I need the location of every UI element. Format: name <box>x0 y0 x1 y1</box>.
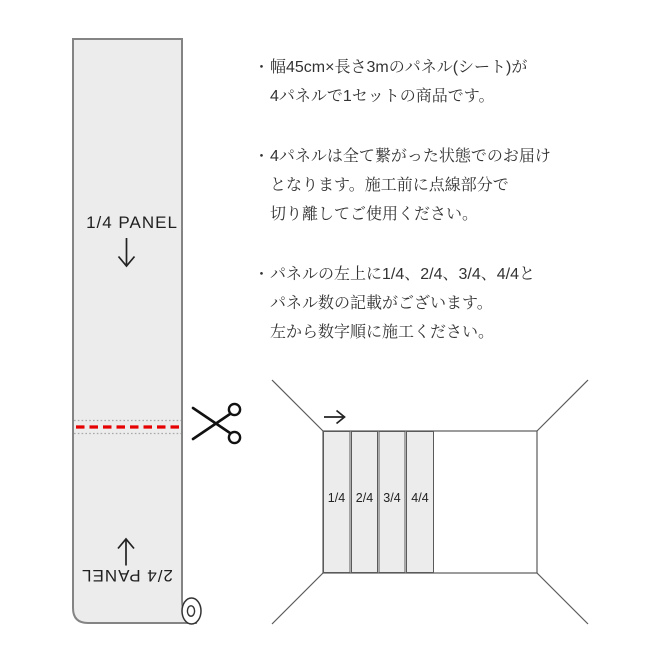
bullet-marker: ・ <box>254 148 270 165</box>
note-line: 4パネルで1セットの商品です。 <box>270 88 495 105</box>
floor-line-left <box>272 573 323 624</box>
panel-2-4-label: 2/4 PANEL <box>81 566 173 585</box>
note-item-2 <box>254 142 659 229</box>
bullet-marker: ・ <box>254 59 270 76</box>
panel-1-4-label: 1/4 PANEL <box>86 213 178 232</box>
floor-line-right <box>537 573 588 624</box>
note-line: 幅45cm×長さ3mのパネル(シート)が <box>270 59 528 76</box>
ceiling-line-left <box>272 380 323 431</box>
note-line: 切り離してご使用ください。 <box>270 206 479 223</box>
wall-panel-2-label: 2/4 <box>355 491 374 505</box>
note-line: パネル数の記載がございます。 <box>270 295 493 312</box>
note-text <box>270 260 535 347</box>
note-text <box>270 142 551 229</box>
note-item-3 <box>254 260 659 347</box>
product-panel-sheet <box>73 39 197 623</box>
wall-panel-4-label: 4/4 <box>411 491 429 505</box>
scissors-icon <box>193 404 240 443</box>
ceiling-line-right <box>537 380 588 431</box>
right-arrow-icon <box>324 411 345 424</box>
note-text <box>270 53 527 111</box>
note-line: パネルの左上に1/4、2/4、3/4、4/4と <box>270 266 535 283</box>
instruction-notes <box>254 53 659 347</box>
bullet-marker: ・ <box>254 266 270 283</box>
note-line: となります。施工前に点線部分で <box>270 177 509 194</box>
note-item-1 <box>254 53 659 111</box>
roll-core <box>187 606 194 616</box>
wall-panel-3-label: 3/4 <box>383 491 401 505</box>
note-line: 左から数字順に施工ください。 <box>270 324 495 341</box>
note-line: 4パネルは全て繋がった状態でのお届け <box>270 148 551 165</box>
wall-panel-1-label: 1/4 <box>327 491 346 505</box>
